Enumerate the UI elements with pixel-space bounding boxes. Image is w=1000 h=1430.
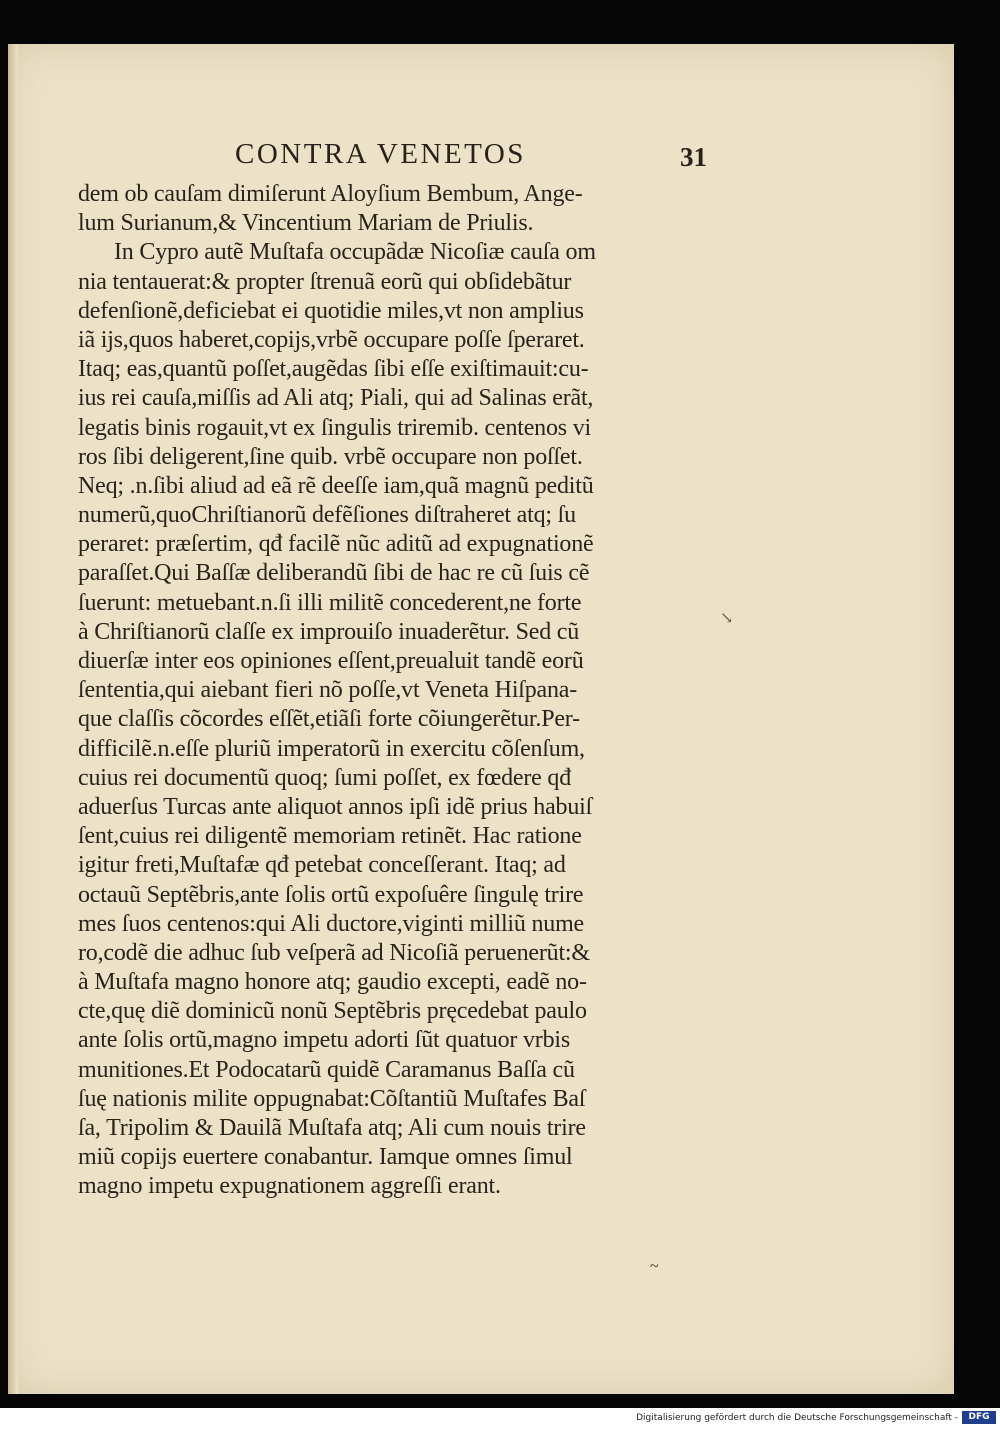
text-line: à Muſtafa magno honore atq; gaudio excepti, eadẽ no- <box>78 969 587 996</box>
text-line: ante ſolis ortũ,magno impetu adorti ſũt quatuor vrbis <box>78 1027 570 1054</box>
page-gutter-edge <box>8 44 18 1394</box>
text-line: mes ſuos centenos:qui Ali ductore,viginti milliũ nume <box>78 910 585 937</box>
text-line: difficilẽ.n.eſſe pluriũ imperatorũ in exercitu cõſenſum, <box>78 735 585 762</box>
text-line: Itaq; eas,quantũ poſſet,augẽdas ſibi eſſe exiſtimauit:cu- <box>78 356 589 383</box>
text-line: peraret: præſertim, qđ facilẽ nũc aditũ ad expugnationẽ <box>78 531 594 558</box>
text-line: octauũ Septẽbris,ante ſolis ortũ expoſuêre ſingulę trire <box>78 881 584 908</box>
text-line: ſa, Tripolim & Dauilã Muſtafa atq; Ali cum nouis trire <box>78 1115 586 1141</box>
text-line: igitur freti,Muſtafæ qđ petebat conceſſerant. Itaq; ad <box>78 852 566 879</box>
text-line: magno impetu expugnationem aggreſſi erant. <box>78 1173 501 1200</box>
text-line: nia tentauerat:& propter ſtrenuã eorũ qui obſidebãtur <box>78 268 572 295</box>
text-line: In Cypro autẽ Muſtafa occupãdæ Nicoſiæ cauſa om <box>114 239 596 266</box>
text-line: cuius rei documentũ quoq; ſumi poſſet, ex fœdere qđ <box>78 764 572 791</box>
text-line: diuerſæ inter eos opiniones eſſent,preualuit tandẽ eorũ <box>78 648 584 674</box>
text-line: iã ijs,quos haberet,copijs,vrbẽ occupare poſſe ſperaret. <box>78 326 585 353</box>
text-line: ſententia,qui aiebant fieri nõ poſſe,vt Veneta Hiſpana- <box>78 677 578 704</box>
text-line: ſuę nationis milite oppugnabat:Cõſtantiũ Muſtafes Baſ <box>78 1085 586 1112</box>
text-line: miũ copijs euertere conabantur. Iamque omnes ſimul <box>78 1144 573 1171</box>
digitization-credit: Digitalisierung gefördert durch die Deutsche Forschungsgemeinschaft - <box>636 1413 958 1423</box>
text-line: ius rei cauſa,miſſis ad Ali atq; Piali, qui ad Salinas erãt, <box>78 385 594 412</box>
text-line: lum Surianum,& Vincentium Mariam de Priulis. <box>78 210 534 237</box>
text-line: cte,quę diẽ dominicũ nonũ Septẽbris pręcedebat paulo <box>78 998 587 1025</box>
running-head: CONTRA VENETOS <box>235 138 526 170</box>
text-line: numerũ,quoChriſtianorũ defẽſiones diſtraheret atq; ſu <box>78 502 576 529</box>
body-text <box>78 180 718 1202</box>
text-line: ſuerunt: metuebant.n.ſi illi militẽ concederent,ne forte <box>78 589 582 616</box>
ink-mark-icon: ~ <box>650 1258 659 1275</box>
text-line: ros ſibi deligerent,ſine quib. vrbẽ occupare non poſſet. <box>78 443 583 470</box>
text-line: dem ob cauſam dimiſerunt Aloyſium Bembum, Ange- <box>78 181 583 207</box>
text-line: Neq; .n.ſibi aliud ad eã rẽ deeſſe iam,quã magnũ peditũ <box>78 472 594 499</box>
text-line: ſent,cuius rei diligentẽ memoriam retinẽt. Hac ratione <box>78 823 582 850</box>
text-line: à Chriſtianorũ claſſe ex improuiſo inuaderẽtur. Sed cũ <box>78 618 580 645</box>
text-line: que claſſis cõcordes eſſẽt,etiãſi forte cõiungerẽtur.Per- <box>78 706 580 733</box>
text-line: aduerſus Turcas ante aliquot annos ipſi idẽ prius habuiſ <box>78 793 593 820</box>
text-line: paraſſet.Qui Baſſæ deliberandũ ſibi de hac re cũ ſuis cẽ <box>78 560 590 587</box>
text-line: munitiones.Et Podocatarũ quidẽ Caramanus Baſſa cũ <box>78 1056 575 1083</box>
text-line: legatis binis rogauit,vt ex ſingulis triremib. centenos vi <box>78 414 591 441</box>
text-line: defenſionẽ,deficiebat ei quotidie miles,vt non amplius <box>78 297 584 324</box>
dfg-logo: DFG <box>962 1411 996 1424</box>
page-number: 31 <box>680 142 707 172</box>
text-line: ro,codẽ die adhuc ſub veſperã ad Nicoſiã peruenerũt:& <box>78 939 590 966</box>
margin-mark-icon: ↘ <box>720 610 734 627</box>
